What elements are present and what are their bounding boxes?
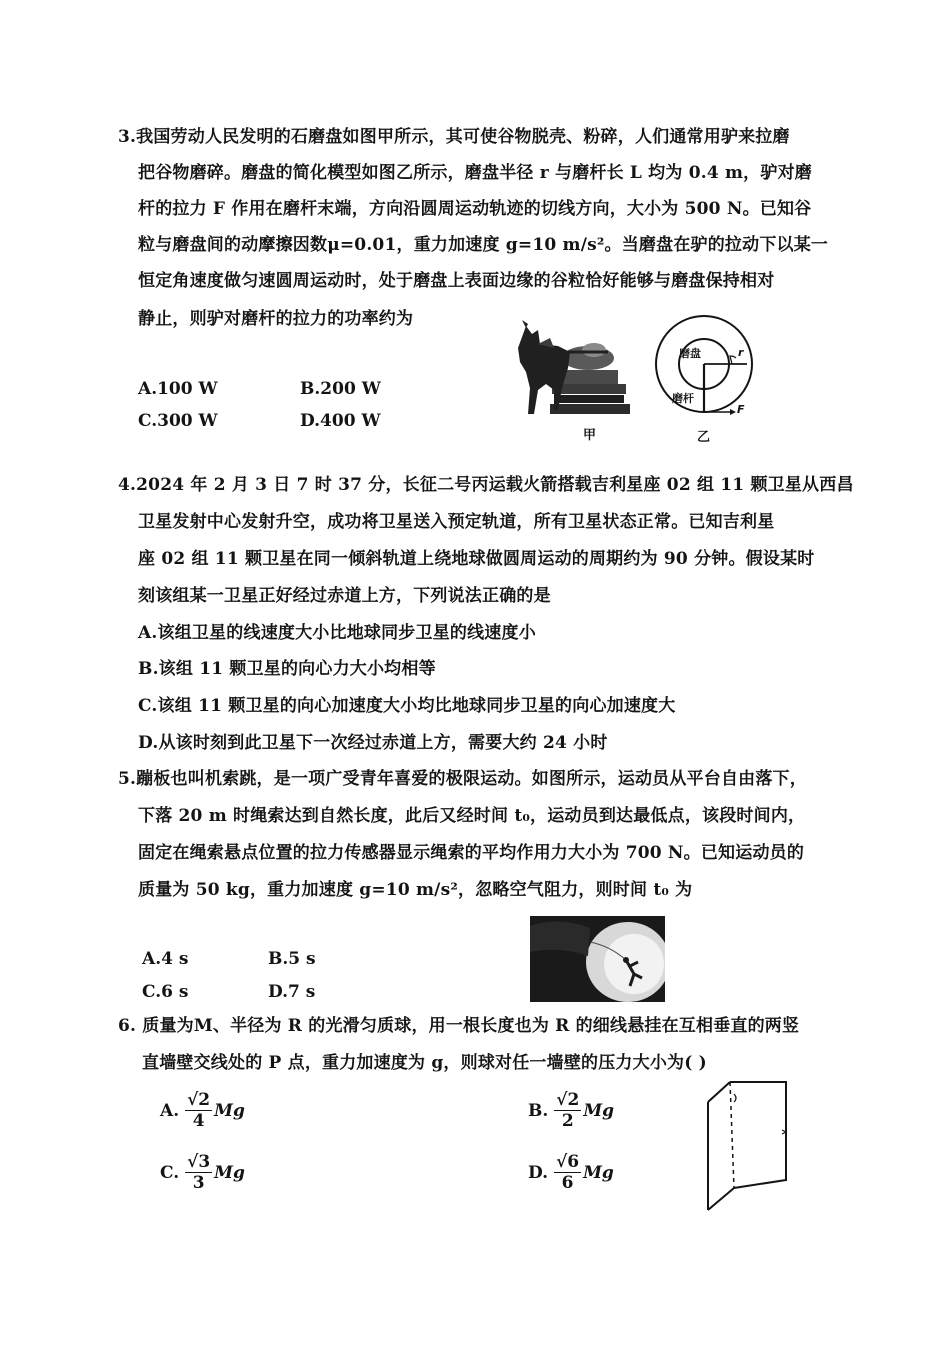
disk-label: 磨盘 xyxy=(679,347,701,360)
q3-line-5: 恒定角速度做匀速圆周运动时，处于磨盘上表面边缘的谷粒恰好能够与磨盘保持相对 xyxy=(138,271,775,291)
q6-option-d-label: D. xyxy=(528,1162,549,1183)
q6-option-c[interactable] xyxy=(160,1152,245,1193)
q5-option-c[interactable]: C.6 s xyxy=(142,982,189,1002)
q4-line-2: 卫星发射中心发射升空，成功将卫星送入预定轨道，所有卫星状态正常。已知吉利星 xyxy=(138,512,775,532)
q5-option-b[interactable]: B.5 s xyxy=(268,949,316,969)
q4-line-3: 座 02 组 11 颗卫星在同一倾斜轨道上绕地球做圆周运动的周期约为 90 分钟。假设某时 xyxy=(138,549,815,569)
q6-option-b-tail: Mg xyxy=(583,1100,615,1121)
q5-line-3: 固定在绳索悬点位置的拉力传感器显示绳索的平均作用力大小为 700 N。已知运动员的 xyxy=(138,843,805,863)
q3-option-c[interactable]: C.300 W xyxy=(138,411,218,431)
q5-line-4: 质量为 50 kg，重力加速度 g=10 m/s²，忽略空气阻力，则时间 t₀ 为 xyxy=(138,880,693,900)
q3-option-a[interactable]: A.100 W xyxy=(138,379,218,399)
q6-option-a-num: √2 xyxy=(187,1090,211,1110)
q6-option-b-den: 2 xyxy=(561,1111,574,1131)
rod-label: 磨杆 xyxy=(672,392,694,405)
wall-corner-diagram xyxy=(700,1080,795,1215)
q6-line-1: 6. 质量为M、半径为 R 的光滑匀质球，用一根长度也为 R 的细线悬挂在互相垂直的两竖 xyxy=(118,1016,800,1036)
q6-line-2: 直墙壁交线处的 P 点，重力加速度为 g，则球对任一墙壁的压力大小为( ) xyxy=(142,1053,707,1073)
force-label: F xyxy=(737,403,745,416)
q5-line-1: 5.蹦板也叫机索跳，是一项广受青年喜爱的极限运动。如图所示，运动员从平台自由落下， xyxy=(118,769,807,789)
q4-option-b[interactable]: B.该组 11 颗卫星的向心力大小均相等 xyxy=(138,659,436,679)
q5-option-d[interactable]: D.7 s xyxy=(268,982,316,1002)
q3-option-b[interactable]: B.200 W xyxy=(300,379,381,399)
q6-option-c-label: C. xyxy=(160,1162,180,1183)
q6-option-d[interactable] xyxy=(528,1152,614,1193)
q6-option-d-num: √6 xyxy=(556,1152,580,1172)
q3-line-4: 粒与磨盘间的动摩擦因数μ=0.01，重力加速度 g=10 m/s²。当磨盘在驴的拉动下以某一 xyxy=(138,235,829,255)
q3-line-6: 静止，则驴对磨杆的拉力的功率约为 xyxy=(138,309,414,329)
q6-option-a-label: A. xyxy=(160,1100,180,1121)
q4-line-4: 刻该组某一卫星正好经过赤道上方，下列说法正确的是 xyxy=(138,586,551,606)
q5-line-2: 下落 20 m 时绳索达到自然长度，此后又经时间 t₀，运动员到达最低点，该段时间内， xyxy=(138,806,806,826)
bungee-jump-photo xyxy=(530,916,665,1002)
q4-line-1: 4.2024 年 2 月 3 日 7 时 37 分，长征二号丙运载火箭搭载吉利星座 02 组 11 颗卫星从西昌 xyxy=(118,475,854,495)
millstone-model-figure xyxy=(644,312,772,430)
q6-option-c-num: √3 xyxy=(187,1152,211,1172)
q6-option-c-tail: Mg xyxy=(214,1162,245,1183)
q3-line-1: 3.我国劳动人民发明的石磨盘如图甲所示，其可使谷物脱壳、粉碎，人们通常用驴来拉磨 xyxy=(118,127,790,147)
q4-option-d[interactable]: D.从该时刻到此卫星下一次经过赤道上方，需要大约 24 小时 xyxy=(138,733,608,753)
q6-option-a[interactable] xyxy=(160,1090,245,1131)
q4-option-a[interactable]: A.该组卫星的线速度大小比地球同步卫星的线速度小 xyxy=(138,623,536,643)
q4-option-c[interactable]: C.该组 11 颗卫星的向心加速度大小均比地球同步卫星的向心加速度大 xyxy=(138,696,676,716)
q5-option-a[interactable]: A.4 s xyxy=(142,949,189,969)
q6-option-b-num: √2 xyxy=(556,1090,580,1110)
q6-option-c-den: 3 xyxy=(192,1173,205,1193)
q3-option-d[interactable]: D.400 W xyxy=(300,411,381,431)
q6-option-a-tail: Mg xyxy=(214,1100,245,1121)
q6-option-b-label: B. xyxy=(528,1100,549,1121)
q3-line-3: 杆的拉力 F 作用在磨杆末端，方向沿圆周运动轨迹的切线方向，大小为 500 N。已知谷 xyxy=(138,199,812,219)
radius-label: r xyxy=(738,346,744,359)
figure-yi-caption: 乙 xyxy=(697,430,711,445)
q3-line-2: 把谷物磨碎。磨盘的简化模型如图乙所示，磨盘半径 r 与磨杆长 L 均为 0.4 m，驴对磨 xyxy=(138,163,812,183)
q6-option-a-den: 4 xyxy=(192,1111,205,1131)
q6-option-d-den: 6 xyxy=(561,1173,574,1193)
donkey-millstone-figure xyxy=(508,318,636,420)
q6-option-d-tail: Mg xyxy=(583,1162,614,1183)
figure-jia-caption: 甲 xyxy=(583,428,597,443)
q6-option-b[interactable] xyxy=(528,1090,614,1131)
